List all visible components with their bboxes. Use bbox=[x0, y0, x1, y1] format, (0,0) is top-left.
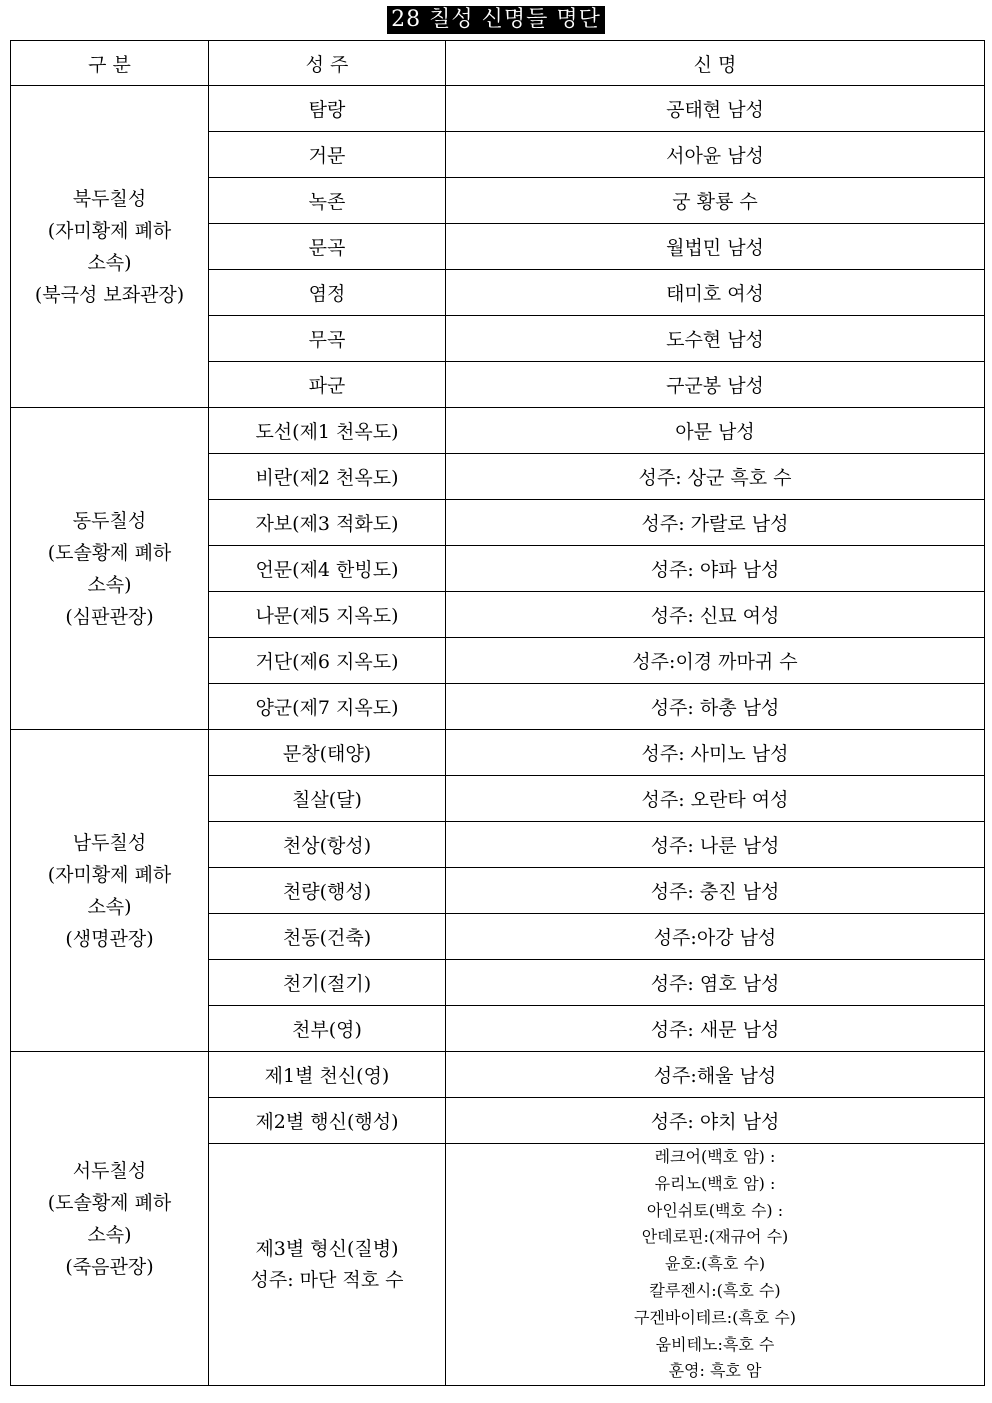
deity-cell: 성주: 충진 남성 bbox=[446, 868, 985, 914]
table-row bbox=[11, 408, 985, 454]
group-label-line: (생명관장) bbox=[65, 927, 154, 950]
deity-cell: 도수현 남성 bbox=[446, 316, 985, 362]
lord-cell bbox=[209, 1144, 446, 1386]
deity-list-item: 레크어(백호 암) : bbox=[654, 1147, 776, 1166]
roster-table bbox=[10, 40, 985, 1386]
deity-cell: 성주:이경 까마귀 수 bbox=[446, 638, 985, 684]
group-label-line: (자미황제 폐하 bbox=[47, 863, 172, 886]
deity-cell: 궁 황룡 수 bbox=[446, 178, 985, 224]
lord-cell: 거문 bbox=[209, 132, 446, 178]
deity-cell: 서아윤 남성 bbox=[446, 132, 985, 178]
deity-cell: 성주: 야파 남성 bbox=[446, 546, 985, 592]
group-cell bbox=[11, 1052, 209, 1386]
lord-cell: 제1별 천신(영) bbox=[209, 1052, 446, 1098]
header-deity: 신 명 bbox=[446, 41, 985, 86]
deity-cell: 태미호 여성 bbox=[446, 270, 985, 316]
lord-cell: 천량(행성) bbox=[209, 868, 446, 914]
deity-cell: 성주: 하총 남성 bbox=[446, 684, 985, 730]
deity-list-item: 구겐바이테르:(흑호 수) bbox=[633, 1307, 797, 1327]
lord-line: 제3별 형신(질병) bbox=[255, 1237, 399, 1260]
group-label-line: 소속) bbox=[87, 895, 132, 918]
table-row bbox=[11, 1052, 985, 1098]
deity-cell: 월법민 남성 bbox=[446, 224, 985, 270]
table-row bbox=[11, 86, 985, 132]
deity-cell: 성주: 나룬 남성 bbox=[446, 822, 985, 868]
group-cell bbox=[11, 730, 209, 1052]
group-label-line: (도솔황제 폐하 bbox=[47, 1191, 172, 1214]
group-label-line: 소속) bbox=[87, 251, 132, 274]
group-label-line: 서두칠성 bbox=[72, 1159, 147, 1182]
lord-cell: 제2별 행신(행성) bbox=[209, 1098, 446, 1144]
deity-list-item: 안데로핀:(재규어 수) bbox=[641, 1227, 789, 1247]
lord-cell: 녹존 bbox=[209, 178, 446, 224]
lord-cell: 천동(건축) bbox=[209, 914, 446, 960]
group-label-line: (도솔황제 폐하 bbox=[47, 541, 172, 564]
header-lord: 성 주 bbox=[209, 41, 446, 86]
group-label-line: 북두칠성 bbox=[72, 187, 147, 210]
deity-cell: 성주: 가랄로 남성 bbox=[446, 500, 985, 546]
deity-cell: 성주:아강 남성 bbox=[446, 914, 985, 960]
lord-cell: 양군(제7 지옥도) bbox=[209, 684, 446, 730]
deity-cell: 성주: 오란타 여성 bbox=[446, 776, 985, 822]
group-label-line: (심판관장) bbox=[65, 605, 154, 628]
lord-cell: 나문(제5 지옥도) bbox=[209, 592, 446, 638]
header-row bbox=[11, 41, 985, 86]
deity-cell: 성주: 염호 남성 bbox=[446, 960, 985, 1006]
group-label-line: (북극성 보좌관장) bbox=[34, 283, 185, 306]
deity-cell: 성주: 상군 흑호 수 bbox=[446, 454, 985, 500]
lord-cell: 천부(영) bbox=[209, 1006, 446, 1052]
title-wrap bbox=[0, 6, 992, 34]
lord-cell: 염정 bbox=[209, 270, 446, 316]
deity-list-item: 훈영: 흑호 암 bbox=[668, 1361, 762, 1381]
group-label-line: 남두칠성 bbox=[72, 831, 147, 854]
header-category: 구 분 bbox=[11, 41, 209, 86]
roster-body bbox=[11, 86, 985, 1386]
group-label-line: 소속) bbox=[87, 573, 132, 596]
lord-cell: 비란(제2 천옥도) bbox=[209, 454, 446, 500]
deity-cell: 성주: 새문 남성 bbox=[446, 1006, 985, 1052]
deity-cell: 구군봉 남성 bbox=[446, 362, 985, 408]
lord-cell: 언문(제4 한빙도) bbox=[209, 546, 446, 592]
lord-cell: 탐랑 bbox=[209, 86, 446, 132]
lord-cell: 파군 bbox=[209, 362, 446, 408]
deity-list-item: 칼루젠시:(흑호 수) bbox=[649, 1280, 781, 1300]
group-label-line: 동두칠성 bbox=[72, 509, 147, 532]
deity-list-cell bbox=[446, 1144, 985, 1386]
lord-cell: 문곡 bbox=[209, 224, 446, 270]
group-cell bbox=[11, 408, 209, 730]
lord-line: 성주: 마단 적호 수 bbox=[250, 1268, 404, 1291]
deity-list-item: 움비테노:흑호 수 bbox=[655, 1334, 775, 1354]
group-label-line: (자미황제 폐하 bbox=[47, 219, 172, 242]
deity-cell: 성주: 신묘 여성 bbox=[446, 592, 985, 638]
table-row bbox=[11, 730, 985, 776]
lord-cell: 칠살(달) bbox=[209, 776, 446, 822]
page-title: 28 칠성 신명들 명단 bbox=[387, 6, 605, 34]
deity-list-item: 유리노(백호 암) : bbox=[654, 1173, 776, 1193]
group-cell bbox=[11, 86, 209, 408]
lord-cell: 천기(절기) bbox=[209, 960, 446, 1006]
lord-cell: 도선(제1 천옥도) bbox=[209, 408, 446, 454]
deity-cell: 성주: 사미노 남성 bbox=[446, 730, 985, 776]
lord-cell: 자보(제3 적화도) bbox=[209, 500, 446, 546]
deity-cell: 공태현 남성 bbox=[446, 86, 985, 132]
deity-cell: 성주:해울 남성 bbox=[446, 1052, 985, 1098]
deity-cell: 성주: 야치 남성 bbox=[446, 1098, 985, 1144]
deity-list-item: 윤호:(흑호 수) bbox=[664, 1254, 766, 1274]
lord-cell: 천상(항성) bbox=[209, 822, 446, 868]
group-label-line: (죽음관장) bbox=[65, 1255, 154, 1278]
group-label-line: 소속) bbox=[87, 1223, 132, 1246]
lord-cell: 무곡 bbox=[209, 316, 446, 362]
deity-cell: 아문 남성 bbox=[446, 408, 985, 454]
lord-cell: 문창(태양) bbox=[209, 730, 446, 776]
deity-list-item: 아인쉬토(백호 수) : bbox=[646, 1200, 784, 1220]
lord-cell: 거단(제6 지옥도) bbox=[209, 638, 446, 684]
